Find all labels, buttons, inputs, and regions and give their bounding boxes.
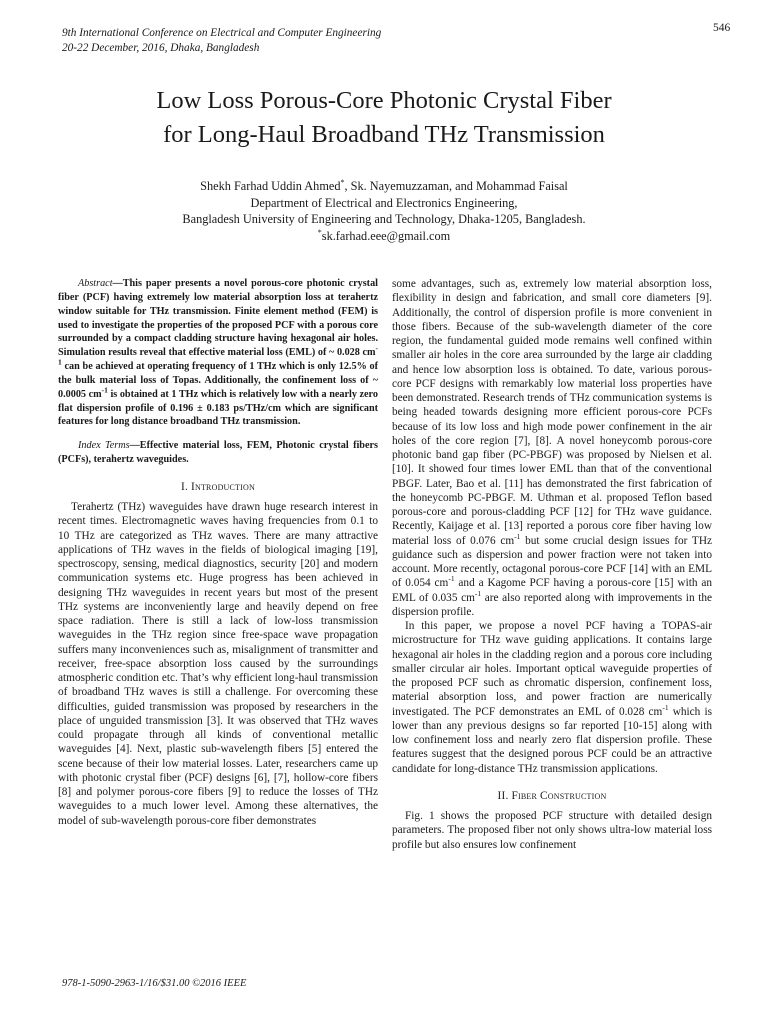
related-work-paragraph bbox=[392, 277, 712, 619]
index-terms bbox=[58, 439, 378, 467]
unit-sup-a: -1 bbox=[514, 531, 521, 541]
proposal-paragraph bbox=[392, 619, 712, 776]
conference-name: 9th International Conference on Electrical and Computer Engineering bbox=[62, 27, 382, 39]
left-column bbox=[58, 277, 378, 828]
conference-header bbox=[62, 26, 381, 56]
related-work-text-b: but some crucial design issues for THz guidance such as dispersion and power fraction were not taken into account. More recently, octagonal porous-core PCF [14] with an EML of 0.054 cm bbox=[392, 534, 712, 590]
author-names bbox=[0, 178, 768, 195]
page-number: 546 bbox=[713, 22, 731, 34]
title-line-2: for Long-Haul Broadband THz Transmission bbox=[163, 121, 605, 148]
co-authors: , Sk. Nayemuzzaman, and Mohammad Faisal bbox=[344, 179, 568, 193]
author-department: Department of Electrical and Electronics Engineering, bbox=[250, 195, 518, 210]
author-block bbox=[0, 178, 768, 244]
abstract-text-1: This paper presents a novel porous-core photonic crystal fiber (PCF) having extremely low material absorption loss at terahertz window suitable for THz transmission. Finite element method (FEM) is used to investigate the properties of the proposed PCF with a porous core surrounded by a compact cladding structure having hexagonal air holes. Simulation results reveal that effective material loss (EML) of ~ 0.028 cm bbox=[58, 278, 378, 359]
abstract-unit-sup-1: -1 bbox=[58, 343, 378, 367]
unit-sup-d: -1 bbox=[662, 702, 669, 712]
author-university: Bangladesh University of Engineering and Technology, Dhaka-1205, Bangladesh. bbox=[182, 212, 586, 226]
related-work-text-c: and a Kagome PCF having a porous-core [15] with an EML of 0.035 cm bbox=[392, 577, 713, 604]
related-work-text-d: are also reported along with improvements in the dispersion profile. bbox=[392, 591, 712, 618]
proposal-text-a: In this paper, we propose a novel PCF having a TOPAS-air microstructure for THz wave guiding applications. It contains large hexagonal air holes in the cladding region and a porous core including smaller circular air holes. Important optical waveguide properties of the proposed PCF such as chromatic dispersion, confinement loss, material absorption loss, and power fraction are numerically investigated. The PCF demonstrates an EML of 0.028 cm bbox=[392, 620, 712, 718]
abstract-unit-sup-2: -1 bbox=[101, 385, 108, 395]
introduction-paragraph: Terahertz (THz) waveguides have drawn huge research interest in recent times. Electromagnetic waves having frequencies from 0.1 to 10 THz are categorized as THz waves. There are many attractive applications of THz waves in the fields of biological imaging [19], spectroscopy, sensing, medical diagnostics, security [20] and modern communication systems etc. Huge progress has been achieved in designing THz waveguides in recent years but most of the present THz systems are inconveniently large and heavily depend on free space radiation. There is still a lack of low-loss transmission waveguides in the THz region since free-space wave propagation suffers many inconveniences such as, misalignment of transmitter and receiver, free-space absorption loss caused by the surroundings atmospheric condition etc. That’s why efficient long-haul transmission of broadband THz waves is still a challenge. For overcoming these difficulties, guided transmission was proposed by researchers in the place of unguided transmission [3]. It was observed that THz waves could propagate through all kinds of conventional metallic waveguides [4]. Next, plastic sub-wavelength fibers [5] entered the scene because of their low material losses. Later, researchers came up with photonic crystal fiber (PCF) designs [6], [7], hollow-core fibers [8] and polymer porous-core fibers [9] to reduce the losses of THz waveguides to a much lower level. Among these alternatives, the model of sub-wavelength porous-core fiber demonstrates bbox=[58, 501, 378, 827]
first-author: Shekh Farhad Uddin Ahmed bbox=[200, 179, 341, 193]
title-line-1: Low Loss Porous-Core Photonic Crystal Fiber bbox=[156, 87, 612, 114]
conference-date-location: 20-22 December, 2016, Dhaka, Bangladesh bbox=[62, 42, 260, 54]
corresponding-star: * bbox=[340, 177, 345, 187]
author-email bbox=[0, 228, 768, 245]
abstract-text-3: is obtained at 1 THz which is relatively low with a nearly zero flat dispersion profile of 0.196 ± 0.183 ps/THz/cm which are significant features for long distance broadband THz transmission. bbox=[58, 388, 378, 428]
right-column bbox=[392, 277, 712, 852]
unit-sup-c: -1 bbox=[474, 588, 482, 598]
abstract-text-2: can be achieved at operating frequency of 1 THz which is only 12.5% of the bulk material loss of Topas. Additionally, the confinement loss of ~ 0.0005 cm bbox=[58, 361, 378, 400]
abstract-dash: — bbox=[112, 278, 123, 289]
email-address[interactable]: sk.farhad.eee@gmail.com bbox=[321, 228, 451, 243]
copyright-footer: 978-1-5090-2963-1/16/$31.00 ©2016 IEEE bbox=[62, 978, 247, 989]
related-work-text-a: some advantages, such as, extremely low material absorption loss, flexibility in design and fabrication, and small core diameters [9]. Additionally, the control of dispersion profile is more convenient in those fibers. Because of the sub-wavelength diameter of the core region, the fundamental guided mode remains well confined within smaller air holes in the core area surrounded by the large air cladding and hence low absorption loss is obtained. To date, various porous-core PCF designs with remarkably low material loss properties have been demonstrated. Research trends of THz communication systems is being headed towards designing more efficient porous-core PCFs because of its low loss and high mode power confinement in the air holes of the core region [7], [8]. A novel honeycomb porous-core photonic band gap fiber (PC-PBGF) was proposed by Nielsen et al. [10]. It showed four times lower EML than that of the conventional PBGF. Later, Bao et al. [11] has demonstrated the first fabrication of the honeycomb PC-PBGF. M. Uthman et al. proposed Teflon based porous-core and porous-cladding PCF [12] for THz wave guidance. Recently, Kaijage et al. [13] reported a porous core fiber having low material loss of 0.076 cm bbox=[392, 278, 712, 547]
abstract bbox=[58, 277, 378, 429]
section-heading-fiber-construction: II. Fiber Construction bbox=[497, 789, 607, 802]
index-terms-text: —Effective material loss, FEM, Photonic crystal fibers (PCFs), terahertz waveguides. bbox=[58, 440, 378, 466]
abstract-label: Abstract bbox=[78, 278, 113, 289]
index-terms-label: Index Terms bbox=[78, 440, 130, 452]
section-heading-introduction: I. Introduction bbox=[181, 480, 255, 493]
fiber-construction-paragraph: Fig. 1 shows the proposed PCF structure with detailed design parameters. The proposed fiber not only shows ultra-low material loss profile but also ensures low confinement bbox=[392, 810, 712, 851]
paper-title bbox=[0, 84, 768, 152]
unit-sup-b: -1 bbox=[448, 574, 455, 584]
proposal-text-b: which is lower than any previous designs so far reported [10-15] along with low confinement loss and nearly zero flat dispersion profile. These features suggest that the designed porous PCF could be an attractive candidate for long-distance THz transmission applications. bbox=[392, 705, 713, 775]
email-star: * bbox=[317, 227, 322, 237]
